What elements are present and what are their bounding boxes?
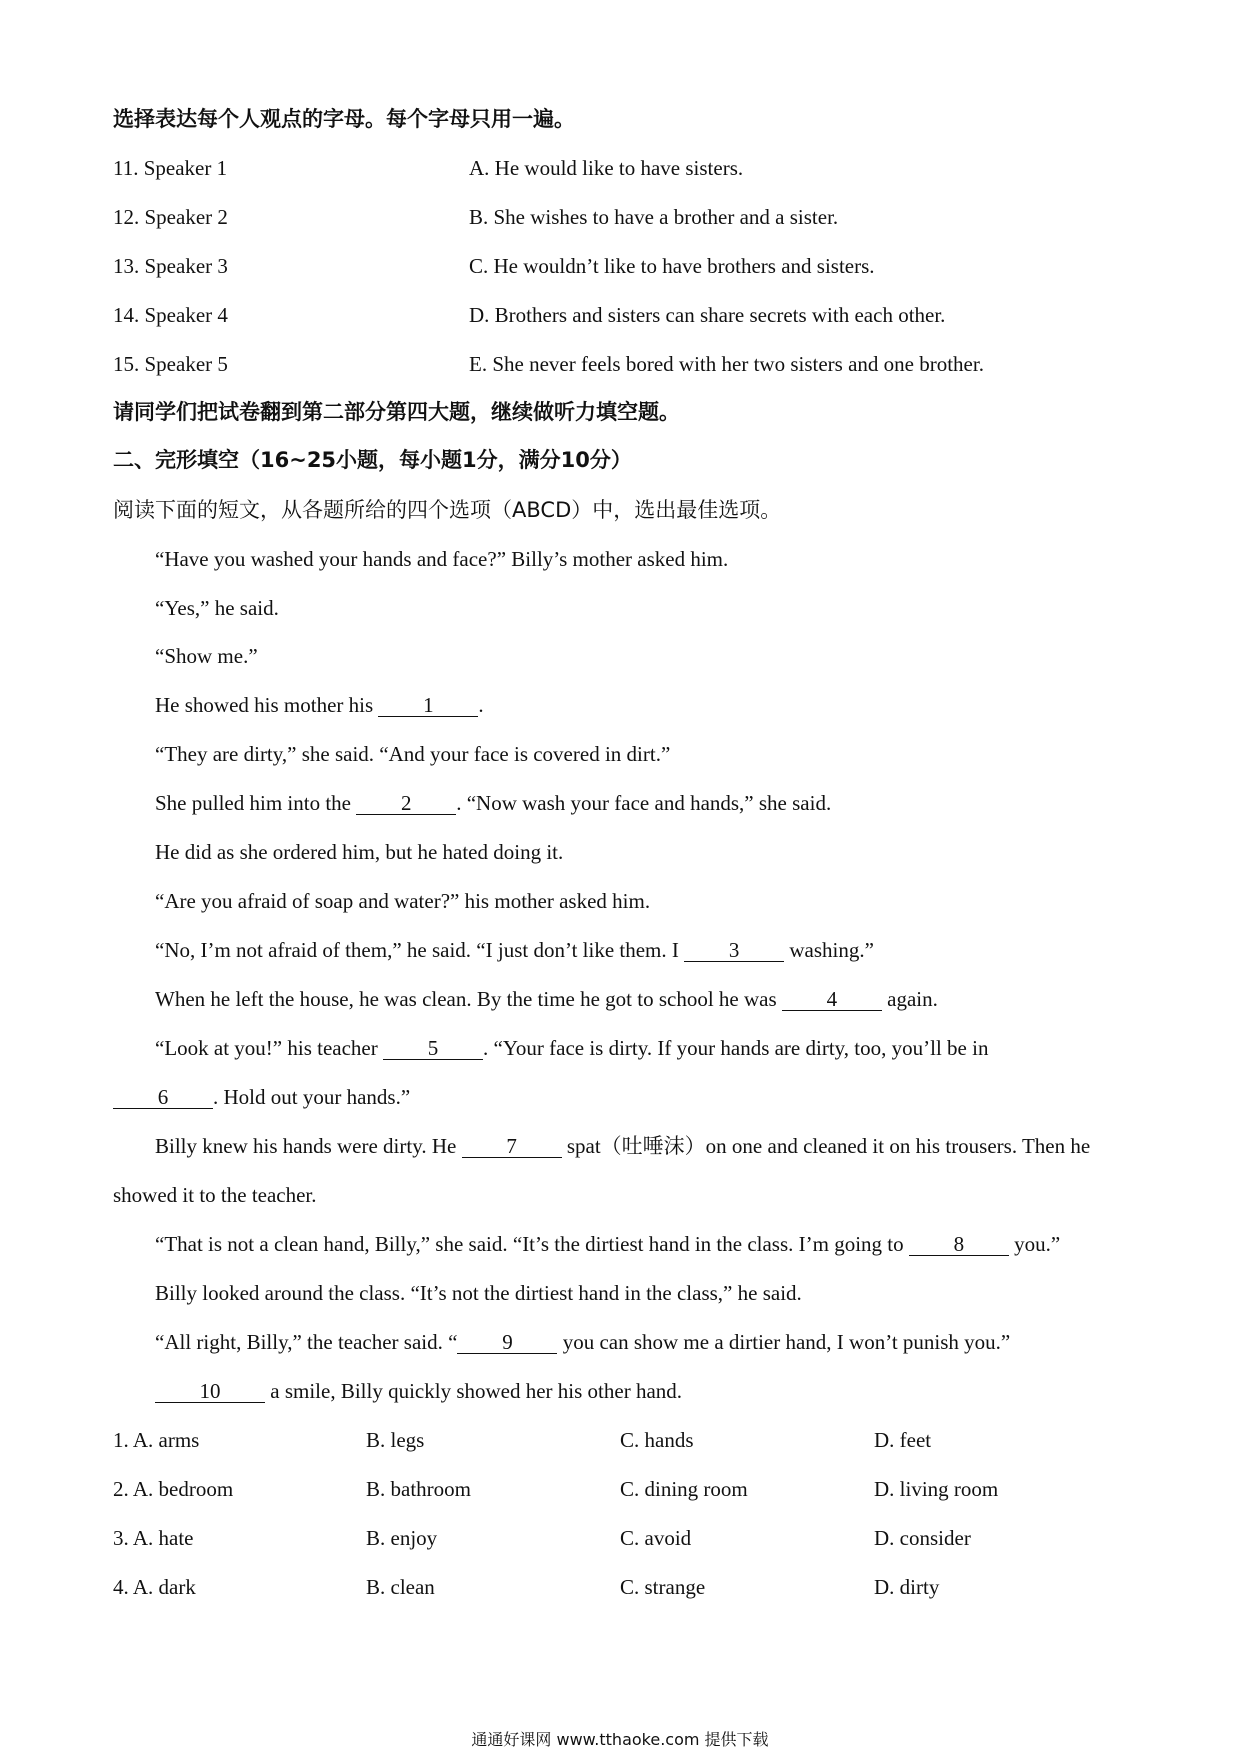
blank-1: 1 [378, 694, 478, 717]
matching-row [113, 301, 946, 329]
option-b: B. legs [366, 1428, 425, 1452]
option-d: D. consider [874, 1526, 971, 1550]
passage-text: Billy knew his hands were dirty. He [155, 1134, 462, 1158]
passage-text: you.” [1008, 1232, 1061, 1256]
option-d: D. dirty [874, 1575, 940, 1599]
passage-text: spat [561, 1134, 601, 1158]
passage-paragraph [155, 789, 831, 817]
passage-paragraph [155, 1377, 682, 1405]
matching-row [113, 203, 839, 231]
passage-paragraph: “They are dirty,” she said. “And your face is covered in dirt.” [155, 742, 671, 766]
passage-paragraph [155, 1230, 1060, 1258]
passage-text: He showed his mother his [155, 693, 379, 717]
passage-text: . “Now wash your face and hands,” she said. [456, 791, 832, 815]
passage-text: She pulled him into the [155, 791, 357, 815]
passage-text: . Hold out your hands.” [213, 1085, 411, 1109]
passage-text: When he left the house, he was clean. By the time he got to school he was [155, 987, 782, 1011]
passage-text: （吐唾沫） [600, 1134, 706, 1158]
passage-text: a smile, Billy quickly showed her his other hand. [265, 1379, 683, 1403]
option-c: C. strange [620, 1575, 706, 1599]
passage-text: “That is not a clean hand, Billy,” she said. “It’s the dirtiest hand in the class. I’m going to [155, 1232, 909, 1256]
speaker-label: 11. Speaker 1 [113, 156, 228, 180]
option-d: D. feet [874, 1428, 932, 1452]
passage-text: “No, I’m not afraid of them,” he said. “I just don’t like them. I [155, 938, 685, 962]
option-c: C. hands [620, 1428, 694, 1452]
speaker-option: A. He would like to have sisters. [469, 156, 744, 180]
passage-paragraph [155, 985, 938, 1013]
matching-row [113, 252, 875, 280]
option-d: D. living room [874, 1477, 999, 1501]
blank-3: 3 [684, 939, 784, 962]
section-instruction: 阅读下面的短文，从各题所给的四个选项（ABCD）中，选出最佳选项。 [113, 498, 782, 522]
blank-4: 4 [782, 988, 882, 1011]
option-a: 4. A. dark [113, 1575, 196, 1599]
speaker-label: 13. Speaker 3 [113, 254, 228, 278]
blank-8: 8 [909, 1233, 1009, 1256]
section-title: 二、完形填空（16~25小题，每小题1分，满分10分） [113, 448, 632, 472]
passage-paragraph: He did as she ordered him, but he hated doing it. [155, 840, 564, 864]
option-c: C. avoid [620, 1526, 692, 1550]
passage-paragraph: “Are you afraid of soap and water?” his mother asked him. [155, 889, 651, 913]
speaker-label: 14. Speaker 4 [113, 303, 228, 327]
listening-instruction: 请同学们把试卷翻到第二部分第四大题，继续做听力填空题。 [113, 400, 680, 424]
passage-paragraph [155, 1328, 1010, 1356]
passage-paragraph [155, 936, 874, 964]
passage-text: “All right, Billy,” the teacher said. “ [155, 1330, 458, 1354]
speaker-option: D. Brothers and sisters can share secrets with each other. [469, 303, 946, 327]
blank-6: 6 [113, 1086, 213, 1109]
passage-text: on one and cleaned it on his trousers. Then he [705, 1134, 1091, 1158]
passage-paragraph: “Yes,” he said. [155, 596, 279, 620]
footer-watermark: 通通好课网 www.tthaoke.com 提供下载 [471, 1730, 769, 1749]
option-a: 2. A. bedroom [113, 1477, 234, 1501]
passage-paragraph [155, 691, 484, 719]
passage-paragraph: “Have you washed your hands and face?” Billy’s mother asked him. [155, 547, 729, 571]
passage-paragraph [155, 1132, 1090, 1160]
blank-9: 9 [457, 1331, 557, 1354]
passage-text: . [478, 693, 484, 717]
option-c: C. dining room [620, 1477, 748, 1501]
option-b: B. bathroom [366, 1477, 471, 1501]
option-a: 3. A. hate [113, 1526, 194, 1550]
passage-text: “Look at you!” his teacher [155, 1036, 383, 1060]
passage-paragraph: Billy looked around the class. “It’s not the dirtiest hand in the class,” he said. [155, 1281, 802, 1305]
speaker-option: C. He wouldn’t like to have brothers and sisters. [469, 254, 875, 278]
passage-text: again. [881, 987, 938, 1011]
passage-text: washing.” [784, 938, 874, 962]
matching-row [113, 154, 744, 182]
passage-text: you can show me a dirtier hand, I won’t punish you.” [557, 1330, 1011, 1354]
passage-paragraph: showed it to the teacher. [113, 1183, 317, 1207]
matching-row [113, 350, 984, 378]
blank-10: 10 [155, 1380, 265, 1403]
option-b: B. clean [366, 1575, 435, 1599]
passage-text: . “Your face is dirty. If your hands are dirty, too, you’ll be in [483, 1036, 989, 1060]
speaker-option: E. She never feels bored with her two sisters and one brother. [469, 352, 984, 376]
speaker-label: 15. Speaker 5 [113, 352, 228, 376]
speaker-option: B. She wishes to have a brother and a sister. [469, 205, 839, 229]
speaker-label: 12. Speaker 2 [113, 205, 228, 229]
passage-paragraph [113, 1083, 410, 1111]
blank-2: 2 [356, 792, 456, 815]
blank-7: 7 [462, 1135, 562, 1158]
blank-5: 5 [383, 1037, 483, 1060]
option-b: B. enjoy [366, 1526, 438, 1550]
passage-paragraph [155, 1034, 988, 1062]
option-a: 1. A. arms [113, 1428, 200, 1452]
matching-instruction: 选择表达每个人观点的字母。每个字母只用一遍。 [113, 107, 575, 131]
passage-paragraph: “Show me.” [155, 644, 258, 668]
